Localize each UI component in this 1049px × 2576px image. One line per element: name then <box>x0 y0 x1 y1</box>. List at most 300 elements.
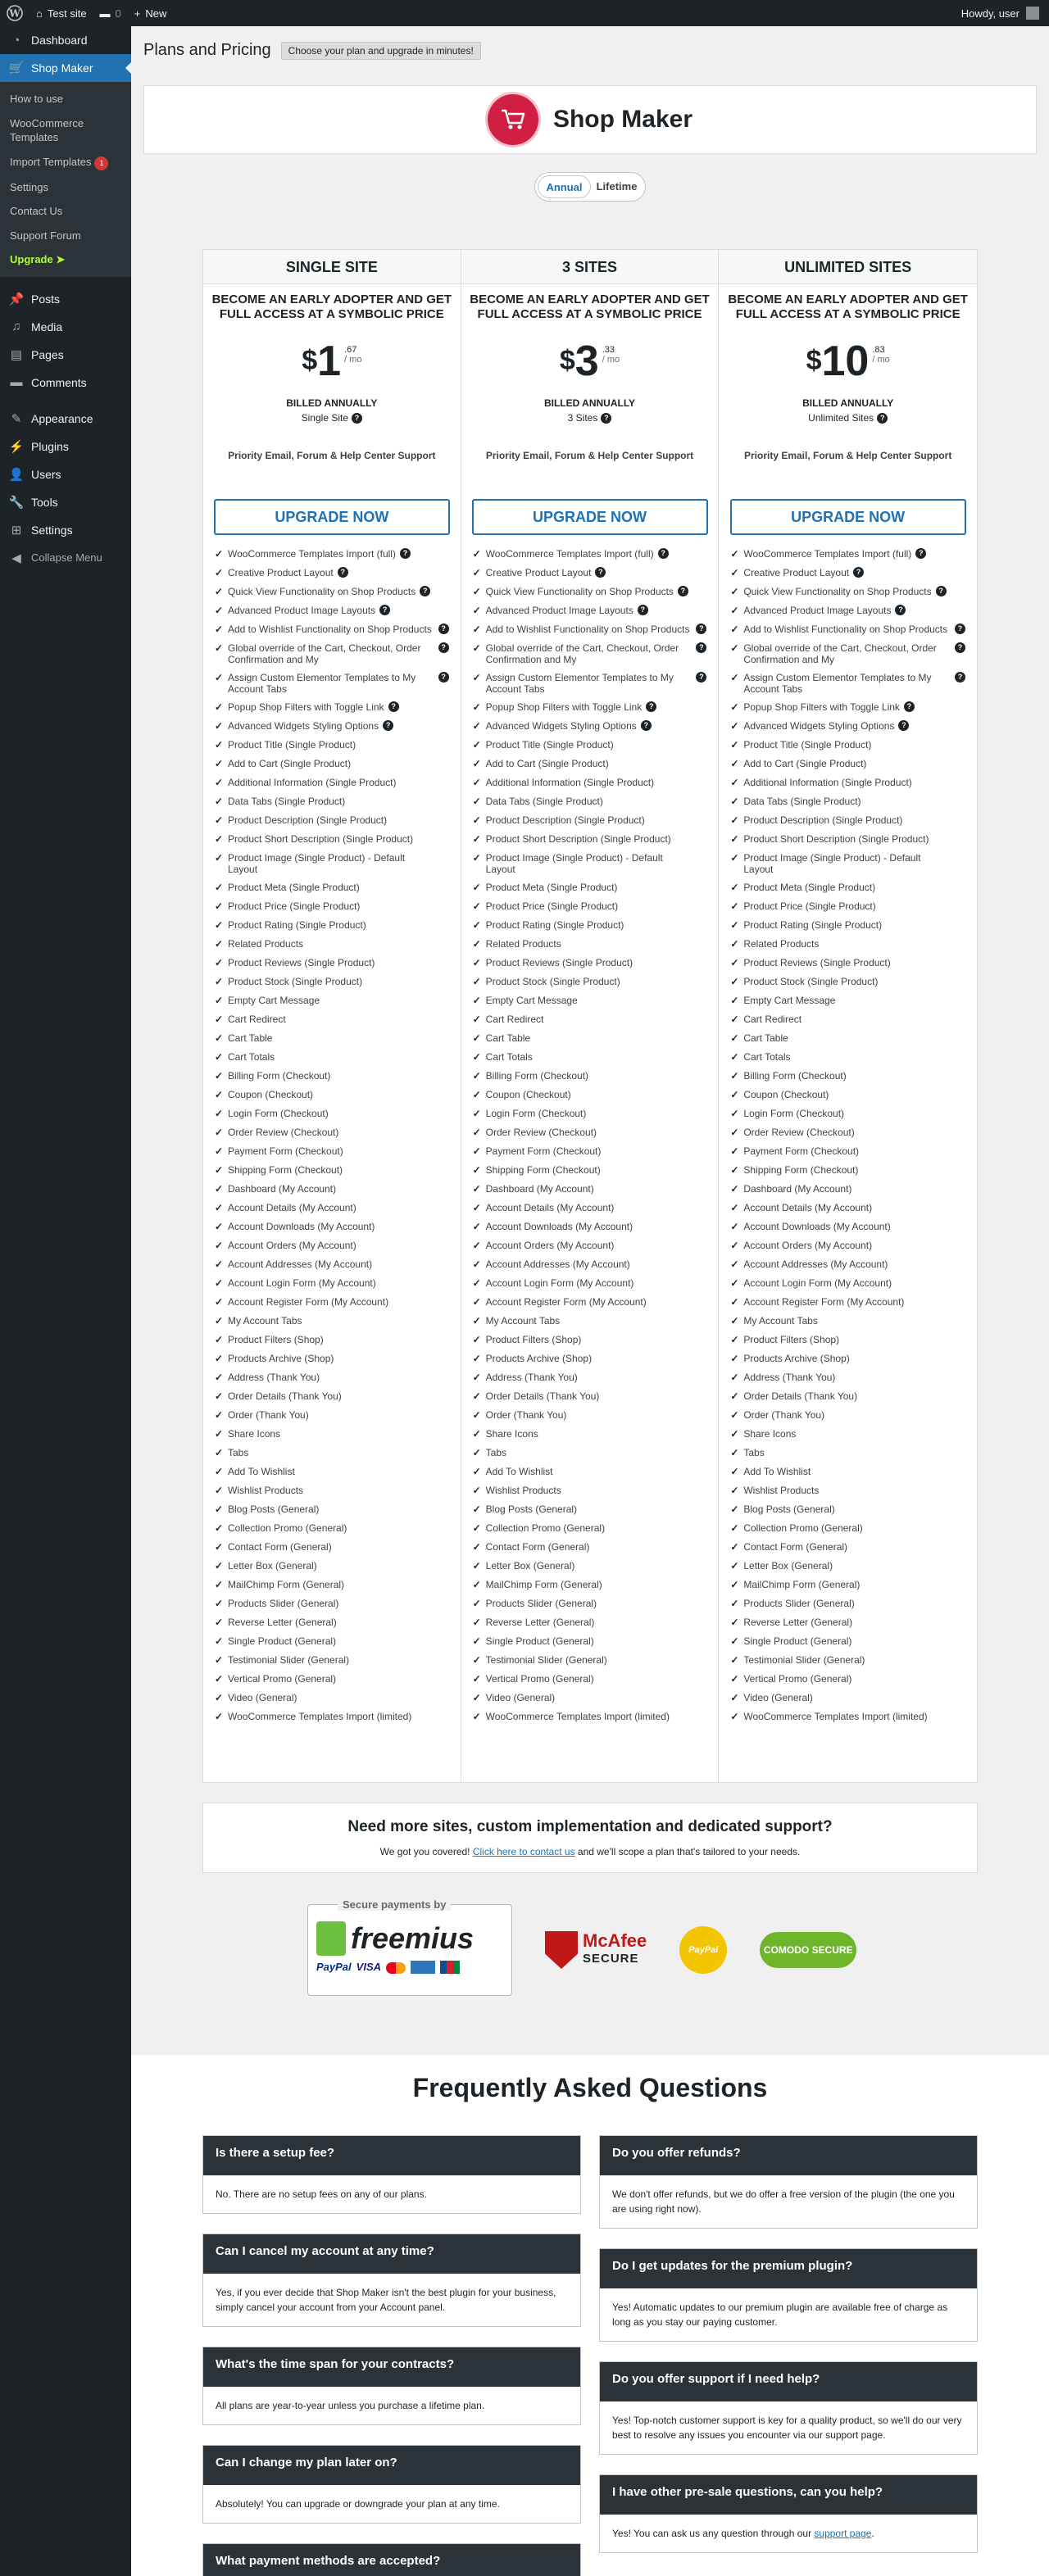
feature-item <box>730 545 965 564</box>
feature-item <box>215 792 449 811</box>
feature-label: Additional Information (Single Product) <box>485 777 655 789</box>
feature-item <box>215 1538 449 1557</box>
check-icon: ✓ <box>730 1202 739 1214</box>
check-icon: ✓ <box>215 900 224 913</box>
check-icon: ✓ <box>730 1277 739 1290</box>
check-icon: ✓ <box>730 1541 739 1553</box>
check-icon: ✓ <box>472 1466 481 1478</box>
feature-item <box>215 897 449 916</box>
feature-label: WooCommerce Templates Import (limited) <box>485 1711 670 1723</box>
feature-item <box>473 1010 707 1029</box>
feature-label: Vertical Promo (General) <box>228 1673 337 1685</box>
help-icon[interactable]: ? <box>601 413 611 424</box>
feature-item <box>473 973 707 991</box>
support-page-link[interactable]: support page <box>814 2528 872 2539</box>
feature-item <box>473 669 707 698</box>
feature-label: Products Archive (Shop) <box>228 1353 334 1365</box>
feature-label: Video (General) <box>485 1692 556 1704</box>
check-icon: ✓ <box>472 852 481 864</box>
feature-item <box>473 1123 707 1142</box>
check-icon: ✓ <box>215 605 224 617</box>
plan-support: Priority Email, Forum & Help Center Support <box>743 450 952 462</box>
feature-item <box>473 1613 707 1632</box>
feature-item <box>730 1463 965 1481</box>
feature-item <box>215 1104 449 1123</box>
menu-appearance[interactable] <box>0 405 131 433</box>
faq-question: What's the time span for your contracts? <box>203 2347 580 2387</box>
billed-annually: BILLED ANNUALLY <box>286 397 378 409</box>
feature-label: Quick View Functionality on Shop Products <box>228 586 416 598</box>
check-icon: ✓ <box>472 1051 481 1064</box>
help-icon[interactable]: ? <box>658 548 669 559</box>
feature-item <box>730 878 965 897</box>
check-icon: ✓ <box>215 1145 224 1158</box>
check-icon: ✓ <box>215 919 224 932</box>
feature-item <box>215 830 449 849</box>
menu-pages[interactable] <box>0 341 131 369</box>
plan-sites-label: 3 Sites <box>567 412 598 424</box>
menu-label: Settings <box>31 523 73 537</box>
collapse-menu-button[interactable] <box>0 544 131 572</box>
plan-price <box>719 340 977 383</box>
feature-item <box>215 1123 449 1142</box>
feature-item <box>730 1255 965 1274</box>
help-icon[interactable]: ? <box>641 720 652 731</box>
faq-answer <box>203 2274 580 2326</box>
menu-settings[interactable] <box>0 516 131 544</box>
menu-label: Tools <box>31 495 58 509</box>
check-icon: ✓ <box>215 672 224 684</box>
check-icon: ✓ <box>472 642 481 655</box>
feature-item <box>215 878 449 897</box>
faq-question: I have other pre-sale questions, can you help? <box>600 2475 977 2515</box>
feature-item <box>215 1312 449 1331</box>
feature-label: Product Stock (Single Product) <box>485 976 620 988</box>
check-icon: ✓ <box>472 1617 481 1629</box>
check-icon: ✓ <box>215 624 224 636</box>
menu-comments[interactable] <box>0 369 131 397</box>
annual-toggle-button[interactable]: Annual <box>538 175 591 198</box>
faq-answer-text: Yes, if you ever decide that Shop Maker isn't the best plugin for your business, simply cancel your account from your Account panel. <box>216 2287 556 2313</box>
feature-label: Related Products <box>228 938 304 950</box>
check-icon: ✓ <box>472 1409 481 1422</box>
submenu-settings[interactable]: Settings <box>10 180 48 193</box>
feature-label: Blog Posts (General) <box>485 1503 578 1516</box>
payment-methods <box>316 1961 503 1974</box>
feature-label: Empty Cart Message <box>485 995 578 1007</box>
menu-label: Plugins <box>31 439 69 453</box>
feature-item <box>730 755 965 773</box>
need-more-text <box>203 1846 977 1857</box>
faq-question: Can I change my plan later on? <box>203 2446 580 2485</box>
lifetime-toggle-button[interactable]: Lifetime <box>596 180 638 193</box>
check-icon: ✓ <box>472 1221 481 1233</box>
feature-label: Billing Form (Checkout) <box>485 1070 589 1082</box>
check-icon: ✓ <box>730 796 739 808</box>
feature-item <box>730 849 965 878</box>
my-account-link[interactable] <box>961 7 1049 20</box>
check-icon: ✓ <box>472 882 481 894</box>
upgrade-now-button[interactable]: UPGRADE NOW <box>472 499 708 535</box>
upgrade-now-button[interactable]: UPGRADE NOW <box>214 499 450 535</box>
submenu-woocommerce-templates[interactable]: WooCommerce Templates <box>10 116 84 144</box>
feature-label: Contact Form (General) <box>485 1541 590 1553</box>
menu-label: Appearance <box>31 411 93 425</box>
feature-label: Global override of the Cart, Checkout, Order Confirmation and My <box>485 642 679 666</box>
feature-item <box>730 583 965 601</box>
feature-item <box>473 1236 707 1255</box>
page-title: Plans and Pricing <box>143 41 271 59</box>
feature-item <box>730 1048 965 1067</box>
feature-label: Reverse Letter (General) <box>485 1617 595 1629</box>
shop-maker-submenu <box>0 82 131 277</box>
check-icon: ✓ <box>215 1409 224 1422</box>
feature-item <box>730 830 965 849</box>
feature-label: Add to Cart (Single Product) <box>485 758 609 770</box>
mcafee-sub: SECURE <box>583 1952 639 1966</box>
help-icon[interactable]: ? <box>438 672 449 683</box>
check-icon: ✓ <box>472 1654 481 1667</box>
feature-label: Global override of the Cart, Checkout, Order Confirmation and My <box>228 642 421 666</box>
menu-media[interactable] <box>0 313 131 341</box>
check-icon: ✓ <box>215 1296 224 1308</box>
feature-label: Collection Promo (General) <box>485 1522 606 1535</box>
plan-name: SINGLE SITE <box>203 250 461 284</box>
feature-label: My Account Tabs <box>228 1315 302 1327</box>
feature-item <box>473 1387 707 1406</box>
feature-item <box>215 811 449 830</box>
feature-label: Cart Redirect <box>228 1014 286 1026</box>
feature-label: Testimonial Slider (General) <box>228 1654 350 1667</box>
comments-link[interactable] <box>93 0 128 26</box>
contact-us-link[interactable]: Click here to contact us <box>472 1846 575 1857</box>
feature-item <box>730 916 965 935</box>
feature-label: Products Slider (General) <box>228 1598 339 1610</box>
feature-item <box>215 991 449 1010</box>
check-icon: ✓ <box>215 567 224 579</box>
check-icon: ✓ <box>730 1240 739 1252</box>
help-icon[interactable]: ? <box>438 624 449 634</box>
feature-label: Account Orders (My Account) <box>228 1240 356 1252</box>
feature-item <box>473 1689 707 1708</box>
help-icon[interactable]: ? <box>898 720 909 731</box>
feature-label: Address (Thank You) <box>228 1372 320 1384</box>
help-icon[interactable]: ? <box>696 642 706 653</box>
help-icon[interactable]: ? <box>400 548 411 559</box>
feature-item <box>730 1368 965 1387</box>
check-icon: ✓ <box>215 1259 224 1271</box>
feature-label: Assign Custom Elementor Templates to My Account Tabs <box>485 672 674 696</box>
help-icon[interactable]: ? <box>338 567 348 578</box>
howdy-text: Howdy, user <box>960 7 1019 20</box>
feature-label: Quick View Functionality on Shop Products <box>743 586 932 598</box>
help-icon[interactable]: ? <box>877 413 888 424</box>
check-icon: ✓ <box>215 548 224 560</box>
menu-plugins[interactable] <box>0 433 131 460</box>
feature-item <box>215 1576 449 1594</box>
feature-item <box>215 1180 449 1199</box>
feature-label: Product Reviews (Single Product) <box>228 957 375 969</box>
feature-item <box>730 935 965 954</box>
pin-icon: 📌 <box>8 292 25 306</box>
feature-item <box>730 1142 965 1161</box>
check-icon: ✓ <box>730 1334 739 1346</box>
faq-question: Can I cancel my account at any time? <box>203 2234 580 2274</box>
feature-label: Creative Product Layout <box>228 567 334 579</box>
feature-label: Cart Totals <box>743 1051 791 1064</box>
svg-text:W: W <box>9 7 20 20</box>
feature-label: Product Image (Single Product) - Default Layout <box>743 852 921 876</box>
check-icon: ✓ <box>215 1598 224 1610</box>
feature-label: Cart Table <box>228 1032 273 1045</box>
feature-label: Additional Information (Single Product) <box>743 777 912 789</box>
feature-label: Shipping Form (Checkout) <box>743 1164 859 1177</box>
feature-label: Product Filters (Shop) <box>743 1334 840 1346</box>
feature-list <box>719 545 977 1726</box>
help-icon[interactable]: ? <box>352 413 362 424</box>
check-icon: ✓ <box>730 1014 739 1026</box>
paypal-method: PayPal <box>316 1961 352 1973</box>
help-icon[interactable]: ? <box>383 720 393 731</box>
feature-item <box>473 545 707 564</box>
feature-item <box>473 1349 707 1368</box>
feature-label: Account Details (My Account) <box>743 1202 873 1214</box>
submenu-contact-us[interactable]: Contact Us <box>10 205 63 218</box>
paypal-verified-seal: PayPal <box>679 1926 727 1974</box>
feature-item <box>473 1425 707 1444</box>
feature-label: Assign Custom Elementor Templates to My Account Tabs <box>743 672 932 696</box>
check-icon: ✓ <box>730 1390 739 1403</box>
price-integer: 3 <box>574 338 599 385</box>
help-icon[interactable]: ? <box>678 586 688 596</box>
feature-item <box>215 1067 449 1086</box>
feature-label: Product Meta (Single Product) <box>743 882 876 894</box>
check-icon: ✓ <box>472 1503 481 1516</box>
feature-label: Advanced Product Image Layouts <box>743 605 892 617</box>
help-icon[interactable]: ? <box>696 672 706 683</box>
feature-label: Coupon (Checkout) <box>743 1089 829 1101</box>
feature-item <box>215 973 449 991</box>
feature-label: Account Login Form (My Account) <box>485 1277 634 1290</box>
help-icon[interactable]: ? <box>955 624 965 634</box>
admin-bar <box>0 0 1049 26</box>
feature-label: Quick View Functionality on Shop Products <box>485 586 674 598</box>
check-icon: ✓ <box>472 1692 481 1704</box>
check-icon: ✓ <box>730 900 739 913</box>
check-icon: ✓ <box>730 1485 739 1497</box>
check-icon: ✓ <box>730 833 739 846</box>
plan-sites <box>203 412 461 424</box>
feature-label: WooCommerce Templates Import (full) <box>228 548 396 560</box>
brand-header <box>143 85 1037 154</box>
help-icon[interactable]: ? <box>388 701 399 712</box>
check-icon: ✓ <box>472 1579 481 1591</box>
feature-item <box>473 849 707 878</box>
help-icon[interactable]: ? <box>895 605 906 615</box>
feature-item <box>473 792 707 811</box>
secure-caption: Secure payments by <box>338 1898 451 1911</box>
feature-item <box>215 1368 449 1387</box>
submenu-label: Import Templates <box>10 155 92 168</box>
feature-label: Contact Form (General) <box>743 1541 848 1553</box>
feature-label: Advanced Widgets Styling Options <box>228 720 379 732</box>
help-icon[interactable]: ? <box>904 701 915 712</box>
feature-item <box>473 773 707 792</box>
check-icon: ✓ <box>472 957 481 969</box>
user-icon: 👤 <box>8 467 25 482</box>
feature-item <box>215 1236 449 1255</box>
menu-posts[interactable] <box>0 285 131 313</box>
check-icon: ✓ <box>472 833 481 846</box>
check-icon: ✓ <box>472 900 481 913</box>
feature-item <box>215 916 449 935</box>
shop-maker-logo-icon <box>488 94 538 145</box>
feature-label: Account Addresses (My Account) <box>743 1259 888 1271</box>
feature-label: Add To Wishlist <box>228 1466 295 1478</box>
upgrade-now-button[interactable]: UPGRADE NOW <box>730 499 966 535</box>
feature-label: Tabs <box>228 1447 249 1459</box>
check-icon: ✓ <box>215 1711 224 1723</box>
check-icon: ✓ <box>215 1541 224 1553</box>
check-icon: ✓ <box>730 814 739 827</box>
feature-label: My Account Tabs <box>743 1315 818 1327</box>
feature-item <box>473 1557 707 1576</box>
feature-label: Product Description (Single Product) <box>743 814 903 827</box>
help-icon[interactable]: ? <box>420 586 430 596</box>
wordpress-logo-icon[interactable] <box>0 0 30 26</box>
faq-answer-text: All plans are year-to-year unless you purchase a lifetime plan. <box>216 2400 485 2411</box>
check-icon: ✓ <box>215 701 224 714</box>
help-icon[interactable]: ? <box>646 701 656 712</box>
faq-answer-text: Absolutely! You can upgrade or downgrade your plan at any time. <box>216 2498 500 2510</box>
submenu-support-forum[interactable]: Support Forum <box>10 229 81 242</box>
feature-item <box>730 639 965 669</box>
menu-label: Media <box>31 320 63 333</box>
feature-label: Add to Wishlist Functionality on Shop Products <box>228 624 432 636</box>
feature-item <box>215 1444 449 1463</box>
submenu-how-to-use[interactable]: How to use <box>10 93 64 105</box>
feature-label: Cart Redirect <box>743 1014 802 1026</box>
feature-item <box>730 1481 965 1500</box>
feature-label: Reverse Letter (General) <box>743 1617 853 1629</box>
feature-label: Advanced Widgets Styling Options <box>743 720 895 732</box>
help-icon[interactable]: ? <box>955 642 965 653</box>
check-icon: ✓ <box>472 995 481 1007</box>
help-icon[interactable]: ? <box>638 605 648 615</box>
feature-item <box>730 1349 965 1368</box>
check-icon: ✓ <box>730 1145 739 1158</box>
feature-label: Tabs <box>485 1447 507 1459</box>
plan-column-2 <box>461 250 720 1782</box>
check-icon: ✓ <box>472 605 481 617</box>
plan-price <box>461 340 719 383</box>
site-name-link[interactable] <box>30 0 93 26</box>
check-icon: ✓ <box>472 1447 481 1459</box>
faq-question: What payment methods are accepted? <box>203 2544 580 2576</box>
help-icon[interactable]: ? <box>595 567 606 578</box>
feature-item <box>215 601 449 620</box>
feature-item <box>473 878 707 897</box>
submenu-upgrade[interactable]: Upgrade ➤ <box>10 253 66 266</box>
check-icon: ✓ <box>472 739 481 751</box>
check-icon: ✓ <box>730 957 739 969</box>
feature-list <box>203 545 461 1726</box>
need-more-box <box>202 1803 978 1873</box>
check-icon: ✓ <box>215 1635 224 1648</box>
feature-label: Order Details (Thank You) <box>743 1390 858 1403</box>
feature-label: Add to Cart (Single Product) <box>743 758 867 770</box>
help-icon[interactable]: ? <box>853 567 864 578</box>
check-icon: ✓ <box>730 1503 739 1516</box>
main-content <box>131 26 1049 2576</box>
feature-label: Product Stock (Single Product) <box>743 976 879 988</box>
feature-item <box>730 1557 965 1576</box>
check-icon: ✓ <box>730 882 739 894</box>
feature-item <box>215 1557 449 1576</box>
feature-label: Product Rating (Single Product) <box>743 919 883 932</box>
check-icon: ✓ <box>730 1598 739 1610</box>
plan-pitch: BECOME AN EARLY ADOPTER AND GET FULL ACCESS AT A SYMBOLIC PRICE <box>211 293 452 321</box>
faq-question: Do you offer refunds? <box>600 2136 977 2175</box>
feature-item <box>215 1331 449 1349</box>
new-content-link[interactable] <box>128 0 174 26</box>
visa-method: VISA <box>356 1961 381 1973</box>
check-icon: ✓ <box>472 1296 481 1308</box>
menu-tools[interactable] <box>0 488 131 516</box>
menu-label: Dashboard <box>31 34 88 47</box>
faq-column-left <box>202 2135 581 2576</box>
check-icon: ✓ <box>472 1277 481 1290</box>
feature-label: Coupon (Checkout) <box>485 1089 571 1101</box>
help-icon[interactable]: ? <box>915 548 926 559</box>
check-icon: ✓ <box>472 919 481 932</box>
page-header <box>143 41 481 60</box>
feature-item <box>215 1048 449 1067</box>
submenu-import-templates[interactable] <box>0 150 131 175</box>
feature-item <box>473 1029 707 1048</box>
feature-label: Data Tabs (Single Product) <box>485 796 603 808</box>
secure-payments <box>307 1898 873 1996</box>
feature-label: Assign Custom Elementor Templates to My Account Tabs <box>228 672 416 696</box>
feature-label: Account Downloads (My Account) <box>743 1221 891 1233</box>
feature-item <box>730 717 965 736</box>
check-icon: ✓ <box>472 1372 481 1384</box>
help-icon[interactable]: ? <box>936 586 947 596</box>
feature-label: Payment Form (Checkout) <box>485 1145 602 1158</box>
help-icon[interactable]: ? <box>696 624 706 634</box>
menu-dashboard[interactable] <box>0 26 131 54</box>
faq-answer-suffix: . <box>871 2528 874 2539</box>
check-icon: ✓ <box>730 1070 739 1082</box>
check-icon: ✓ <box>215 586 224 598</box>
check-icon: ✓ <box>472 1108 481 1120</box>
help-icon[interactable]: ? <box>379 605 390 615</box>
feature-item <box>473 954 707 973</box>
check-icon: ✓ <box>730 1447 739 1459</box>
feature-item <box>473 1293 707 1312</box>
price-period: / mo <box>602 355 620 365</box>
help-icon[interactable]: ? <box>438 642 449 653</box>
price-fraction: .67 <box>344 345 357 355</box>
feature-item <box>730 1632 965 1651</box>
check-icon: ✓ <box>730 919 739 932</box>
feature-label: Blog Posts (General) <box>228 1503 320 1516</box>
menu-users[interactable] <box>0 460 131 488</box>
check-icon: ✓ <box>730 1221 739 1233</box>
menu-shop-maker[interactable] <box>0 54 131 82</box>
feature-item <box>730 954 965 973</box>
help-icon[interactable]: ? <box>955 672 965 683</box>
